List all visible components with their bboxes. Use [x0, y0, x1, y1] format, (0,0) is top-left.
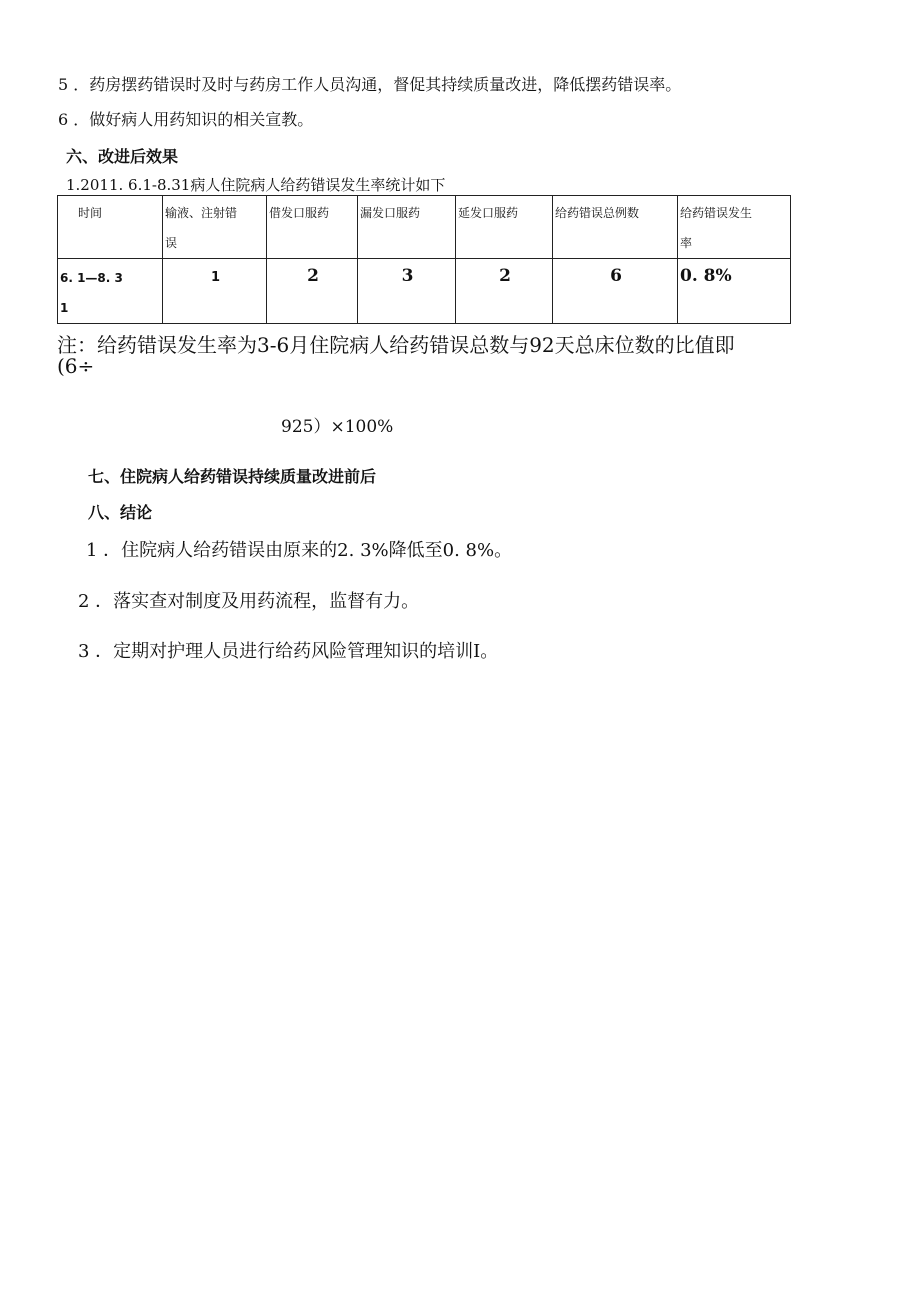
section-6-heading: 六、改进后效果 [66, 147, 179, 166]
conclusion-item-1: 1 ．住院病人给药错误由原来的2. 3%降低至0. 8%。 [86, 540, 513, 561]
cell-period: 6. 1—8. 3 1 [58, 259, 163, 324]
statistics-title: 1.2011. 6.1-8.31病人住院病人给药错误发生率统计如下 [66, 176, 446, 194]
note-line-2: (6÷ [57, 354, 95, 378]
table-header-row [58, 196, 791, 259]
cell-delayed-oral: 2 [456, 259, 553, 324]
section-7-heading: 七、住院病人给药错误持续质量改进前后 [88, 467, 377, 486]
measure-item-6: 6 ．做好病人用药知识的相关宣教。 [58, 110, 314, 129]
header-infusion-error: 输液、注射错 误 [163, 196, 267, 259]
conclusion-item-3: 3 ．定期对护理人员进行给药风险管理知识的培训I。 [78, 641, 499, 662]
cell-infusion: 1 [163, 259, 267, 324]
header-wrong-oral: 借发口服药 [267, 196, 358, 259]
header-time: 时间 [58, 196, 163, 259]
section-8-heading: 八、结论 [88, 503, 153, 522]
note-line-1: 注：给药错误发生率为3-6月住院病人给药错误总数与92天总床位数的比值即 [57, 333, 735, 357]
note-line-3: 925）×100% [281, 417, 394, 437]
table-row [58, 259, 791, 324]
medication-error-table [57, 195, 791, 324]
header-error-rate: 给药错误发生 率 [678, 196, 791, 259]
cell-missed-oral: 3 [358, 259, 456, 324]
header-total-cases: 给药错误总例数 [553, 196, 678, 259]
cell-wrong-oral: 2 [267, 259, 358, 324]
header-delayed-oral: 延发口服药 [456, 196, 553, 259]
header-missed-oral: 漏发口服药 [358, 196, 456, 259]
cell-error-rate: 0. 8% [678, 259, 791, 324]
cell-total-cases: 6 [553, 259, 678, 324]
conclusion-item-2: 2 ．落实查对制度及用药流程，监督有力。 [78, 591, 420, 612]
measure-item-5: 5 ．药房摆药错误时及时与药房工作人员沟通，督促其持续质量改进，降低摆药错误率。 [58, 75, 682, 94]
